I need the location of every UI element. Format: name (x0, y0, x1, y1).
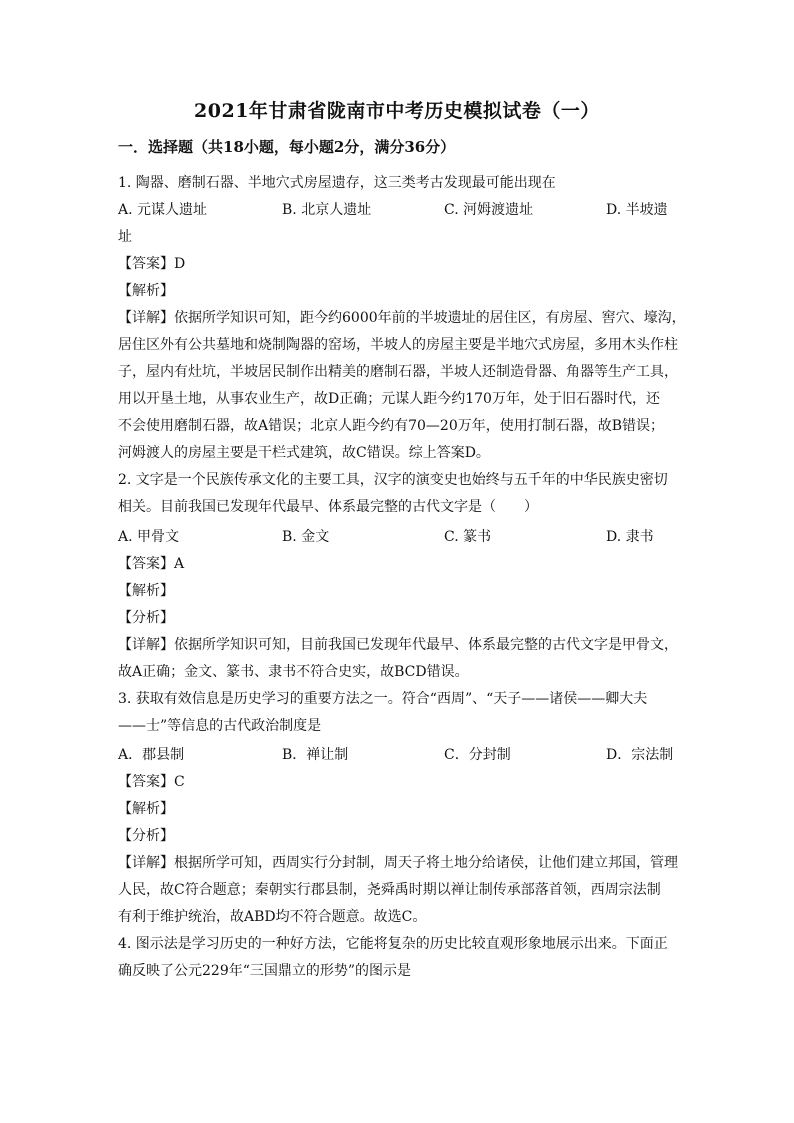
q1-detail-line: 居住区外有公共墓地和烧制陶器的窑场，半坡人的房屋主要是半地穴式房屋，多用木头作柱 (118, 337, 678, 353)
q1-option-c: C. 河姆渡遗址 (444, 202, 534, 218)
q4-stem: 4. 图示法是学习历史的一种好方法，它能将复杂的历史比较直观形象地展示出来。下面正 (118, 936, 668, 952)
q1-option-d: D. 半坡遗 (606, 202, 668, 218)
q3-analysis-label: 【解析】 (118, 801, 174, 817)
q1-analysis-label: 【解析】 (118, 283, 174, 299)
q3-stem: ——士”等信息的古代政治制度是 (118, 718, 322, 734)
q2-option-b: B. 金文 (282, 529, 330, 545)
q3-detail-line: 【详解】根据所学可知，西周实行分封制，周天子将土地分给诸侯，让他们建立邦国，管理 (118, 855, 678, 871)
q3-options (118, 744, 678, 764)
q3-answer: 【答案】C (118, 774, 185, 790)
q2-fenxi-label: 【分析】 (118, 610, 174, 626)
q3-option-b: B．禅让制 (282, 747, 349, 763)
q1-stem: 1. 陶器、磨制石器、半地穴式房屋遗存，这三类考古发现最可能出现在 (118, 175, 556, 191)
q1-detail-line: 河姆渡人的房屋主要是干栏式建筑，故C错误。综上答案D。 (118, 445, 490, 461)
q1-option-b: B. 北京人遗址 (282, 202, 372, 218)
q1-answer: 【答案】D (118, 256, 186, 272)
q2-answer: 【答案】A (118, 556, 185, 572)
q3-option-d: D．宗法制 (606, 747, 674, 763)
q2-detail-line: 故A正确；金文、篆书、隶书不符合史实，故BCD错误。 (118, 664, 469, 680)
q4-stem: 确反映了公元229年“三国鼎立的形势”的图示是 (118, 963, 412, 979)
q1-detail-line: 子，屋内有灶坑，半坡居民制作出精美的磨制石器，半坡人还制造骨器、角器等生产工具， (118, 364, 678, 380)
q2-analysis-label: 【解析】 (118, 583, 174, 599)
q2-options (118, 526, 678, 546)
page-title: 2021年甘肃省陇南市中考历史模拟试卷（一） (194, 100, 600, 122)
q2-option-c: C. 篆书 (444, 529, 492, 545)
q1-option-a: A. 元谋人遗址 (118, 202, 208, 218)
q1-detail-line: 不会使用磨制石器，故A错误；北京人距今约有70—20万年，使用打制石器，故B错误； (118, 418, 665, 434)
q1-options (118, 199, 678, 219)
section-heading: 一．选择题（共18小题，每小题2分，满分36分） (118, 138, 456, 156)
q1-detail-line: 用以开垦土地，从事农业生产，故D正确；元谋人距今约170万年，处于旧石器时代，还 (118, 391, 660, 407)
q3-detail-line: 人民，故C符合题意；秦朝实行郡县制，尧舜禹时期以禅让制传承部落首领，西周宗法制 (118, 882, 661, 898)
q2-stem: 2. 文字是一个民族传承文化的主要工具，汉字的演变史也始终与五千年的中华民族史密切 (118, 472, 668, 488)
q1-detail-line: 【详解】依据所学知识可知，距今约6000年前的半坡遗址的居住区，有房屋、窖穴、壕沟， (118, 310, 686, 326)
q3-detail-line: 有利于维护统治，故ABD均不符合题意。故选C。 (118, 909, 427, 925)
q2-detail-line: 【详解】依据所学知识可知，目前我国已发现年代最早、体系最完整的古代文字是甲骨文， (118, 637, 678, 653)
q2-option-a: A. 甲骨文 (118, 529, 180, 545)
q2-option-d: D. 隶书 (606, 529, 654, 545)
q3-option-c: C．分封制 (444, 747, 511, 763)
q3-fenxi-label: 【分析】 (118, 828, 174, 844)
q3-stem: 3. 获取有效信息是历史学习的重要方法之一。符合“西周”、“天子——诸侯——卿大夫 (118, 691, 648, 707)
q3-option-a: A．郡县制 (118, 747, 185, 763)
q1-option-wrap: 址 (118, 229, 132, 245)
q2-stem: 相关。目前我国已发现年代最早、体系最完整的古代文字是（ ） (118, 499, 538, 515)
